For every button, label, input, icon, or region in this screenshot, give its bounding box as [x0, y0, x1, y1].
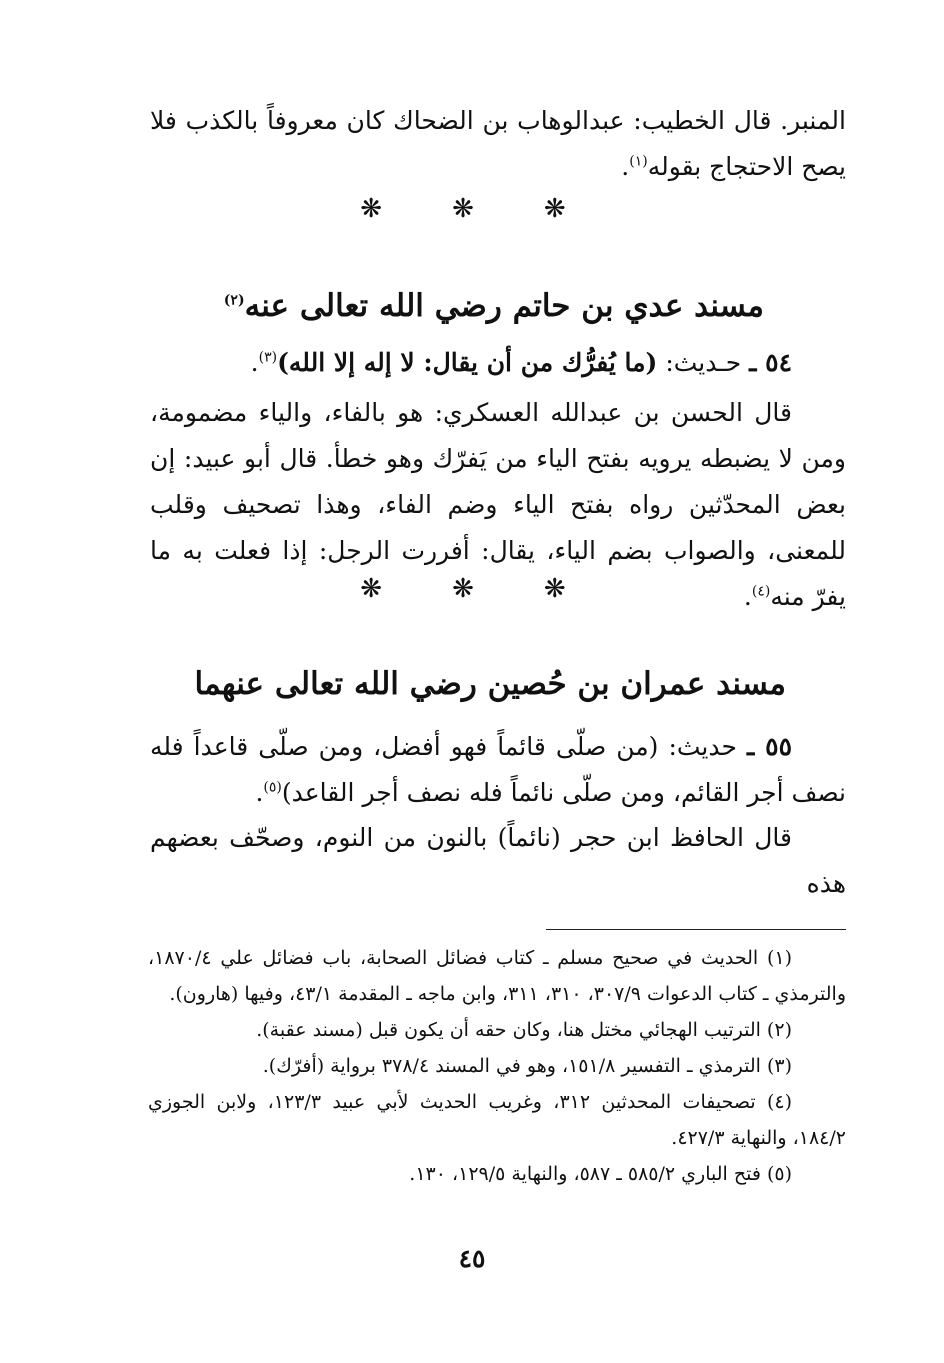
paragraph-text: المنبر. قال الخطيب: عبدالوهاب بن الضحاك كان معروفاً بالكذب فلا يصح الاحتجاج بقوله — [150, 106, 846, 181]
hadith-text: (من صلّى قائماً فهو أفضل، ومن صلّى قاعداً فله نصف أجر القائم، ومن صلّى نائماً فله نصف أجر القاعد) — [150, 732, 846, 807]
hadith-end: . — [250, 348, 259, 377]
page-number: ٤٥ — [458, 1244, 486, 1273]
hadith-text: (ما يُفرُّك من أن يقال: لا إله إلا الله) — [277, 348, 658, 377]
footnote-divider — [546, 929, 846, 930]
footnote-1: (١) الحديث في صحيح مسلم ـ كتاب فضائل الصحابة، باب فضائل علي ١٨٧٠/٤، والترمذي ـ كتاب الدعوات ٣٠٧/٩، ٣١٠، ٣١١، وابن ماجه ـ المقدمة ٤٣/١، وفيها (هارون). — [148, 947, 846, 1005]
hadith-label: حـديث: — [657, 348, 750, 377]
hadith-end: . — [255, 778, 264, 807]
section-title-imran — [150, 666, 846, 702]
footnote-ref-4[interactable]: (٤) — [751, 583, 771, 600]
opening-paragraph — [150, 98, 846, 190]
section-title-adi — [150, 288, 846, 324]
paragraph-text: قال الحسن بن عبدالله العسكري: هو بالفاء، والياء مضمومة، ومن لا يضبطه يرويه بفتح الياء من يَفرّك وهو خطأ. قال أبو عبيد: إن بعض المحدّثين رواه بفتح الياء وضم الفاء، وهذا تصحيف وقلب للمعنى، والصواب بضم الياء، يقال: أفررت الرجل: إذا فعلت به ما يفرّ منه — [150, 398, 846, 611]
footnote-3: (٣) الترمذي ـ التفسير ١٥١/٨، وهو في المسند ٣٧٨/٤ برواية (أفرّك). — [262, 1055, 792, 1077]
footnote-ref-2[interactable]: (٢) — [223, 292, 245, 309]
title-text: مسند عمران بن حُصين رضي الله تعالى عنهما — [194, 666, 786, 702]
section-separator — [150, 194, 846, 224]
star-ornament: ❋ — [452, 194, 544, 224]
section-separator — [150, 574, 846, 604]
star-ornament: ❋ — [360, 194, 453, 224]
hadith-54 — [150, 340, 846, 386]
star-ornament: ❋ — [360, 574, 453, 604]
footnotes — [148, 940, 846, 1192]
paragraph-text: قال الحافظ ابن حجر (نائماً) بالنون من النوم، وصحّف بعضهم هذه — [150, 823, 846, 898]
footnote-ref-5[interactable]: (٥) — [263, 779, 282, 796]
footnote-ref-1[interactable]: (١) — [629, 153, 648, 170]
star-ornament: ❋ — [543, 574, 636, 604]
title-text: مسند عدي بن حاتم رضي الله تعالى عنه — [244, 288, 764, 324]
commentary-paragraph-2 — [150, 815, 846, 907]
footnote-ref-3[interactable]: (٣) — [258, 349, 278, 366]
hadith-55 — [150, 724, 846, 816]
star-ornament: ❋ — [543, 194, 636, 224]
paragraph-end: . — [743, 582, 752, 611]
hadith-label: حديث: — [658, 732, 748, 761]
footnote-2: (٢) الترتيب الهجائي مختل هنا، وكان حقه أن يكون قبل (مسند عقبة). — [256, 1019, 792, 1041]
hadith-number: ٥٤ ـ — [749, 348, 792, 377]
paragraph-end: . — [621, 152, 630, 181]
footnote-4: (٤) تصحيفات المحدثين ٣١٢، وغريب الحديث لأبي عبيد ١٢٣/٣، ولابن الجوزي ١٨٤/٢، والنهاية ٤٢٧/٣. — [148, 1091, 846, 1149]
footnote-5: (٥) فتح الباري ٥٨٥/٢ ـ ٥٨٧، والنهاية ١٢٩/٥، ١٣٠. — [409, 1163, 792, 1185]
star-ornament: ❋ — [452, 574, 544, 604]
hadith-number: ٥٥ ـ — [747, 732, 792, 761]
